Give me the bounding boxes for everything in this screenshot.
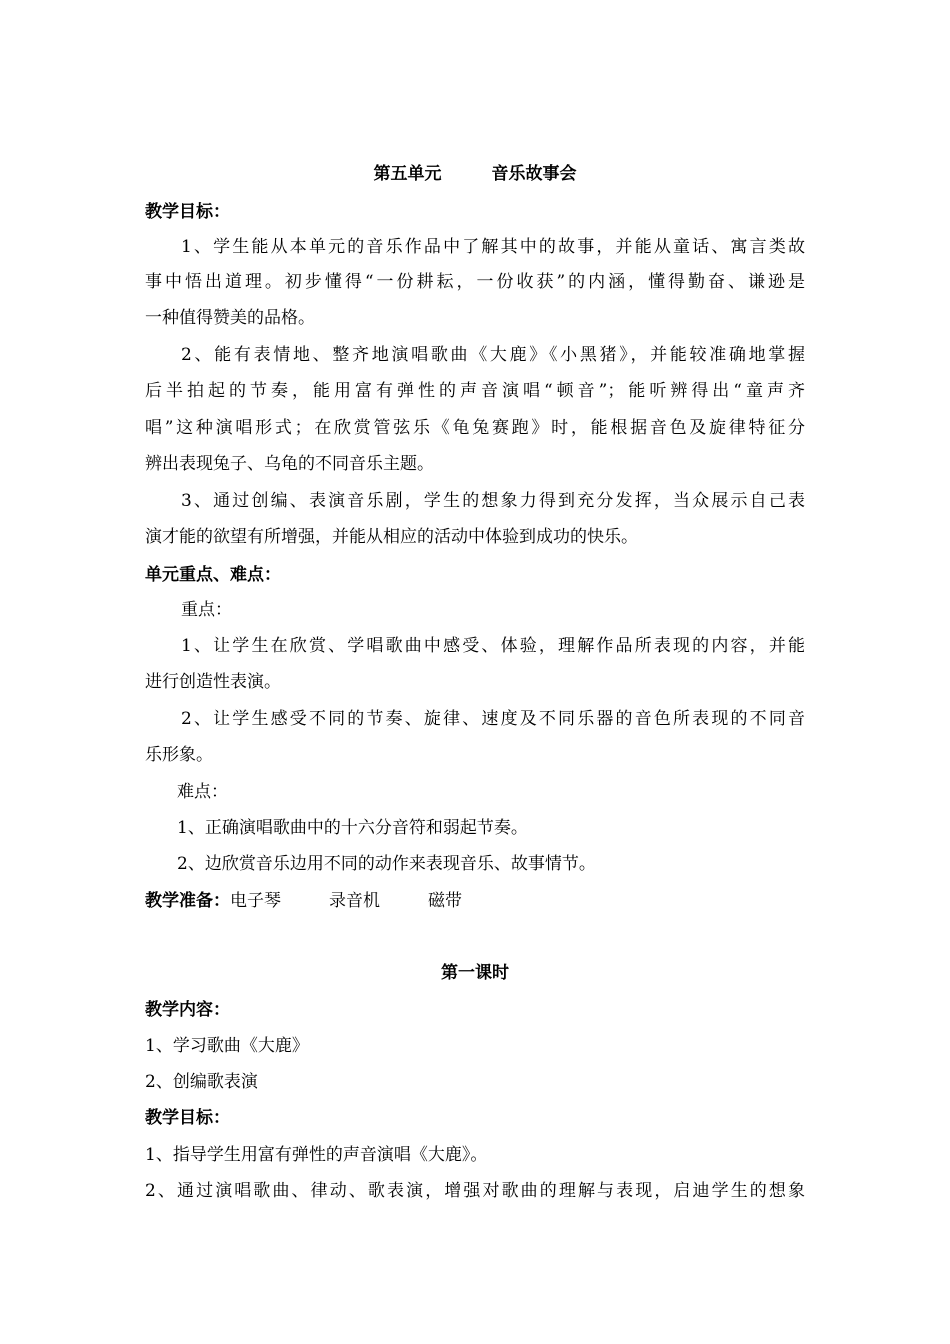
content-item-1: 1、学习歌曲《大鹿》 bbox=[145, 1036, 309, 1056]
content-heading: 教学内容： bbox=[145, 1000, 230, 1020]
focus-1-line-1: 1、让学生在欣赏、学唱歌曲中感受、体验，理解作品所表现的内容，并能 bbox=[181, 636, 805, 656]
teaching-goals-heading: 教学目标： bbox=[145, 202, 230, 222]
goal-2-line-4: 辨出表现兔子、乌龟的不同音乐主题。 bbox=[145, 454, 434, 474]
unit-title bbox=[145, 162, 805, 186]
goal-3-line-1: 3、通过创编、表演音乐剧，学生的想象力得到充分发挥，当众展示自己表 bbox=[181, 491, 805, 511]
preparation-item-2: 录音机 bbox=[329, 891, 380, 911]
focus-1-line-2: 进行创造性表演。 bbox=[145, 672, 281, 692]
goal-1-line-3: 一种值得赞美的品格。 bbox=[145, 308, 315, 328]
content-item-2: 2、创编歌表演 bbox=[145, 1072, 258, 1092]
preparation-label: 教学准备： bbox=[145, 891, 230, 911]
difficulty-item-1: 1、正确演唱歌曲中的十六分音符和弱起节奏。 bbox=[177, 818, 528, 838]
lesson-goal-1: 1、指导学生用富有弹性的声音演唱《大鹿》。 bbox=[145, 1145, 488, 1165]
focus-label: 重点： bbox=[181, 600, 232, 620]
preparation-item-3: 磁带 bbox=[428, 891, 462, 911]
key-points-heading: 单元重点、难点： bbox=[145, 565, 281, 585]
unit-title-name: 音乐故事会 bbox=[491, 164, 577, 184]
difficulty-item-2: 2、边欣赏音乐边用不同的动作来表现音乐、故事情节。 bbox=[177, 854, 596, 874]
document-page bbox=[145, 0, 805, 1344]
goal-2-line-2: 后半拍起的节奏，能用富有弹性的声音演唱“顿音”；能听辨得出“童声齐 bbox=[145, 381, 805, 401]
goal-2-line-1: 2、能有表情地、整齐地演唱歌曲《大鹿》《小黑猪》，并能较准确地掌握 bbox=[181, 345, 805, 365]
lesson-title: 第一课时 bbox=[441, 963, 509, 983]
difficulty-label: 难点： bbox=[177, 782, 228, 802]
unit-title-number: 第五单元 bbox=[373, 164, 442, 184]
goal-1-line-2: 事中悟出道理。初步懂得“一份耕耘，一份收获”的内涵，懂得勤奋、谦逊是 bbox=[145, 272, 805, 292]
preparation-line bbox=[145, 889, 805, 913]
focus-2-line-1: 2、让学生感受不同的节奏、旋律、速度及不同乐器的音色所表现的不同音 bbox=[181, 709, 805, 729]
goal-3-line-2: 演才能的欲望有所增强，并能从相应的活动中体验到成功的快乐。 bbox=[145, 527, 638, 547]
goal-1-line-1: 1、学生能从本单元的音乐作品中了解其中的故事，并能从童话、寓言类故 bbox=[181, 237, 805, 257]
lesson-goal-2: 2、通过演唱歌曲、律动、歌表演，增强对歌曲的理解与表现，启迪学生的想象 bbox=[145, 1181, 805, 1201]
focus-2-line-2: 乐形象。 bbox=[145, 745, 213, 765]
goal-2-line-3: 唱”这种演唱形式；在欣赏管弦乐《龟兔赛跑》时，能根据音色及旋律特征分 bbox=[145, 418, 805, 438]
lesson-goals-heading: 教学目标： bbox=[145, 1108, 230, 1128]
preparation-item-1: 电子琴 bbox=[230, 891, 281, 911]
